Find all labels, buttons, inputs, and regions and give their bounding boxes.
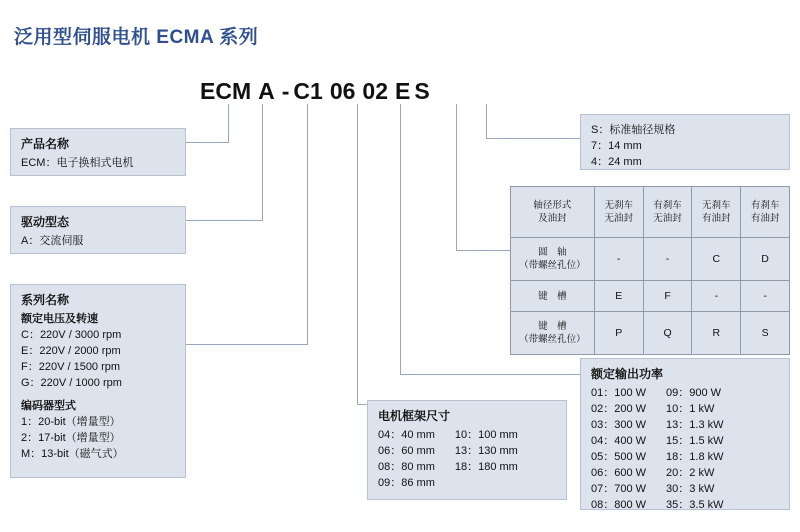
- rated-power-line-8: 08：800 W: [591, 499, 647, 511]
- code-part-a: A: [258, 78, 275, 104]
- leader-line-series-h: [185, 344, 308, 345]
- corner-header-line-2: 及油封: [538, 213, 567, 224]
- frame-size-line-3: 08：80 mm: [378, 461, 435, 473]
- row-2-label: [511, 281, 595, 312]
- box-drive-type: [10, 206, 186, 254]
- leader-line-product-v: [228, 104, 229, 142]
- shaft-spec-line-3: 4：24 mm: [591, 156, 642, 168]
- leader-line-shafttype-h: [456, 250, 510, 251]
- box-rated-power-col-2: [666, 385, 723, 513]
- frame-size-line-2: 06：60 mm: [378, 445, 435, 457]
- box-drive-type-line: A：交流伺服: [21, 235, 84, 247]
- row-3-label-sub: （带螺丝孔位）: [519, 334, 586, 345]
- leader-line-shaftspec-h: [486, 138, 580, 139]
- leader-line-product-h: [185, 142, 229, 143]
- corner-header-line-1: 轴径形式: [533, 200, 572, 211]
- rated-power-line-10: 10：1 kW: [666, 403, 715, 415]
- frame-size-line-5: 10：100 mm: [454, 429, 518, 441]
- box-series-voltage-line-3: F：220V / 1500 rpm: [21, 361, 121, 373]
- row-2-cell-4: -: [741, 281, 790, 312]
- box-series-encoder-subheader: 编码器型式: [21, 400, 76, 412]
- box-frame-size: [367, 400, 567, 500]
- leader-line-power-h: [400, 374, 580, 375]
- code-part-dash: -: [281, 78, 290, 104]
- rated-power-line-16: 35：3.5 kW: [666, 499, 724, 511]
- col-header-2-line-2: 无油封: [653, 213, 682, 224]
- shaft-spec-line-1: S：标准轴径规格: [591, 124, 676, 136]
- leader-line-power-v: [400, 104, 401, 374]
- box-product-name-header: 产品名称: [21, 137, 70, 151]
- row-1-cell-1: -: [594, 238, 643, 281]
- row-1-label-main: 圆 轴: [538, 247, 567, 258]
- table-row: [511, 312, 790, 355]
- rated-power-line-13: 18：1.8 kW: [666, 451, 724, 463]
- leader-line-drive-v: [262, 104, 263, 220]
- col-header-1-line-1: 无刹车: [604, 200, 633, 211]
- rated-power-line-5: 05：500 W: [591, 451, 647, 463]
- code-part-s: S: [414, 78, 430, 104]
- code-part-02: 02: [362, 78, 389, 104]
- rated-power-line-14: 20：2 kW: [666, 467, 715, 479]
- rated-power-line-7: 07：700 W: [591, 483, 647, 495]
- row-3-cell-2: Q: [643, 312, 692, 355]
- leader-line-series-v: [307, 104, 308, 344]
- row-1-label-sub: （带螺丝孔位）: [519, 260, 586, 271]
- shaft-type-table-wrap: [510, 186, 790, 355]
- col-header-2-line-1: 有刹车: [653, 200, 682, 211]
- table-col-header-1: [594, 187, 643, 238]
- frame-size-line-7: 18：180 mm: [454, 461, 518, 473]
- box-series-voltage-line-1: C：220V / 3000 rpm: [21, 329, 122, 341]
- table-header-row: [511, 187, 790, 238]
- row-2-cell-2: F: [643, 281, 692, 312]
- col-header-1-line-2: 无油封: [604, 213, 633, 224]
- box-product-name: [10, 128, 186, 176]
- table-col-header-4: [741, 187, 790, 238]
- box-series-voltage-line-2: E：220V / 2000 rpm: [21, 345, 121, 357]
- leader-line-shafttype-v: [456, 104, 457, 250]
- rated-power-line-3: 03：300 W: [591, 419, 647, 431]
- row-2-cell-1: E: [594, 281, 643, 312]
- table-corner-header: [511, 187, 595, 238]
- row-3-cell-4: S: [741, 312, 790, 355]
- rated-power-line-12: 15：1.5 kW: [666, 435, 724, 447]
- leader-line-drive-h: [185, 220, 263, 221]
- frame-size-line-4: 09：86 mm: [378, 477, 435, 489]
- leader-line-shaftspec-v: [486, 104, 487, 138]
- box-shaft-spec: [580, 114, 790, 170]
- box-series-encoder-line-1: 1：20-bit（增量型）: [21, 416, 121, 428]
- box-series-voltage-line-4: G：220V / 1000 rpm: [21, 377, 122, 389]
- code-part-e: E: [395, 78, 411, 104]
- box-rated-power: [580, 358, 790, 510]
- rated-power-line-11: 13：1.3 kW: [666, 419, 724, 431]
- table-col-header-3: [692, 187, 741, 238]
- box-frame-size-header: 电机框架尺寸: [378, 409, 451, 423]
- row-2-label-main: 键 槽: [538, 290, 567, 302]
- box-series-name-header: 系列名称: [21, 293, 70, 307]
- row-3-label: [511, 312, 595, 355]
- box-series-name: [10, 284, 186, 478]
- leader-line-frame-h: [357, 404, 367, 405]
- row-3-cell-1: P: [594, 312, 643, 355]
- rated-power-line-9: 09：900 W: [666, 387, 722, 399]
- col-header-3-line-1: 无刹车: [702, 200, 731, 211]
- row-1-cell-2: -: [643, 238, 692, 281]
- row-1-cell-3: C: [692, 238, 741, 281]
- rated-power-line-4: 04：400 W: [591, 435, 647, 447]
- box-frame-size-col-2: [455, 427, 518, 491]
- box-rated-power-col-1: [591, 385, 646, 513]
- rated-power-line-1: 01：100 W: [591, 387, 647, 399]
- box-series-encoder-line-2: 2：17-bit（增量型）: [21, 432, 121, 444]
- rated-power-line-6: 06：600 W: [591, 467, 647, 479]
- leader-line-frame-v: [357, 104, 358, 404]
- table-row: [511, 281, 790, 312]
- rated-power-line-15: 30：3 kW: [666, 483, 715, 495]
- box-series-voltage-subheader: 额定电压及转速: [21, 313, 98, 325]
- col-header-4-line-2: 有油封: [750, 213, 780, 224]
- shaft-type-table: [510, 186, 790, 355]
- code-part-06: 06: [329, 78, 356, 104]
- table-row: [511, 238, 790, 281]
- row-2-cell-3: -: [692, 281, 741, 312]
- col-header-3-line-2: 有油封: [702, 213, 731, 224]
- row-3-cell-3: R: [692, 312, 741, 355]
- box-series-encoder-line-3: M：13-bit（磁气式）: [21, 448, 124, 460]
- box-rated-power-header: 额定输出功率: [591, 367, 664, 381]
- box-frame-size-col-1: [378, 427, 435, 491]
- model-code-string: [200, 78, 430, 105]
- table-col-header-2: [643, 187, 692, 238]
- rated-power-line-2: 02：200 W: [591, 403, 647, 415]
- box-product-name-line: ECM：电子换相式电机: [21, 157, 134, 169]
- row-3-label-main: 键 槽: [538, 321, 567, 332]
- box-drive-type-header: 驱动型态: [21, 215, 70, 229]
- frame-size-line-1: 04：40 mm: [378, 429, 435, 441]
- row-1-label: [511, 238, 595, 281]
- row-1-cell-4: D: [741, 238, 790, 281]
- shaft-spec-line-2: 7：14 mm: [591, 140, 642, 152]
- code-part-c1: C1: [293, 78, 323, 104]
- page-title: 泛用型伺服电机 ECMA 系列: [14, 27, 259, 48]
- frame-size-line-6: 13：130 mm: [454, 445, 518, 457]
- col-header-4-line-1: 有刹车: [750, 200, 780, 211]
- code-part-ecm: ECM: [200, 78, 252, 104]
